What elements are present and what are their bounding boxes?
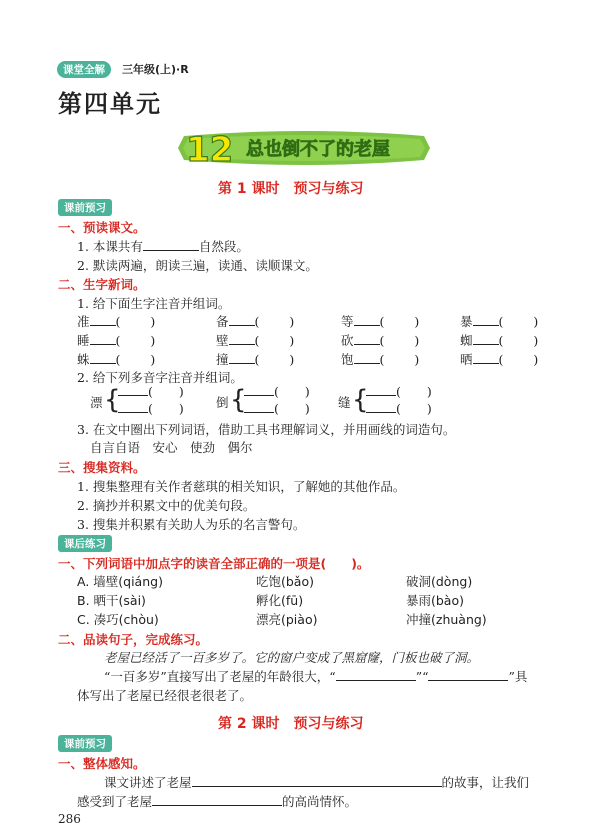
series-badge: 课堂全解 bbox=[57, 61, 111, 78]
pre-class-tag: 课前预习 bbox=[58, 735, 112, 752]
section-heading: 一、下列词语中加点字的读音全部正确的一项是( )。 bbox=[58, 556, 370, 571]
section-heading: 二、生字新词。 bbox=[58, 277, 146, 292]
char-item bbox=[460, 350, 538, 368]
choice-item[interactable]: C. 凑巧(chòu) bbox=[77, 612, 159, 627]
word-blank[interactable] bbox=[118, 412, 148, 413]
paren: ( bbox=[379, 352, 385, 367]
reading-line bbox=[366, 384, 432, 399]
paren: ) bbox=[150, 314, 156, 329]
char-text: 撞 bbox=[216, 352, 229, 367]
word-blank[interactable] bbox=[229, 344, 255, 345]
q-text: 的故事，让我们 bbox=[441, 775, 530, 790]
paren: ) bbox=[289, 352, 295, 367]
choice-item: 冲撞(zhuàng) bbox=[406, 612, 487, 627]
post-class-tag: 课后练习 bbox=[58, 535, 112, 552]
word-blank[interactable] bbox=[118, 395, 148, 396]
paren: ( bbox=[396, 401, 401, 416]
paren: ) bbox=[150, 333, 156, 348]
paren: ) bbox=[414, 352, 420, 367]
answer-blank[interactable] bbox=[143, 250, 199, 251]
lesson-banner bbox=[178, 128, 430, 168]
period1-title: 第 1 课时 预习与练习 bbox=[218, 181, 364, 197]
answer-line bbox=[104, 667, 527, 685]
char-item bbox=[216, 312, 294, 330]
reading-line bbox=[366, 401, 432, 416]
paren: ( bbox=[379, 314, 385, 329]
char-text: 砍 bbox=[341, 333, 354, 348]
answer-blank[interactable] bbox=[428, 680, 508, 681]
answer-blank[interactable] bbox=[192, 786, 442, 787]
choice-item: 吃饱(bǎo) bbox=[256, 574, 314, 589]
section-heading: 三、搜集资料。 bbox=[58, 460, 146, 475]
char-item bbox=[77, 312, 155, 330]
paren: ( bbox=[254, 352, 260, 367]
q-text: 1. 本课共有 bbox=[77, 239, 143, 254]
word-blank[interactable] bbox=[354, 363, 380, 364]
word-blank[interactable] bbox=[473, 325, 499, 326]
word-blank[interactable] bbox=[354, 325, 380, 326]
paren: ( bbox=[379, 333, 385, 348]
q-text: ”具 bbox=[508, 669, 528, 684]
period2-title: 第 2 课时 预习与练习 bbox=[218, 716, 364, 732]
paren: ( bbox=[254, 333, 260, 348]
paren: ( bbox=[498, 314, 504, 329]
paren: ) bbox=[533, 314, 539, 329]
word-blank[interactable] bbox=[473, 344, 499, 345]
char-item bbox=[77, 331, 155, 349]
section-heading: 一、整体感知。 bbox=[58, 756, 146, 771]
paren: ( bbox=[274, 401, 279, 416]
grade-label: 三年级(上)·R bbox=[122, 63, 189, 76]
char-item bbox=[341, 350, 419, 368]
q-text: 课文讲述了老屋 bbox=[104, 775, 192, 790]
word-blank[interactable] bbox=[244, 412, 274, 413]
question-line: 1. 给下面生字注音并组词。 bbox=[77, 296, 231, 311]
paren: ( bbox=[396, 384, 401, 399]
list-item: 3. 搜集并积累有关助人为乐的名言警句。 bbox=[77, 517, 306, 532]
paren: ) bbox=[289, 333, 295, 348]
char-text: 缝 bbox=[338, 395, 351, 410]
choice-item[interactable]: A. 墙壁(qiáng) bbox=[77, 574, 163, 589]
page-number: 286 bbox=[58, 812, 81, 826]
word-blank[interactable] bbox=[90, 363, 116, 364]
quote-sentence: 老屋已经活了一百多岁了。它的窗户变成了黑窟窿，门板也破了洞。 bbox=[104, 650, 480, 665]
char-item bbox=[460, 312, 538, 330]
word-blank[interactable] bbox=[244, 395, 274, 396]
char-text: 漂 bbox=[90, 395, 103, 410]
question-line: 2. 默读两遍，朗读三遍，读通、读顺课文。 bbox=[77, 258, 318, 273]
choice-item: 破洞(dòng) bbox=[406, 574, 473, 589]
choice-item: 漂亮(piào) bbox=[256, 612, 318, 627]
q-text: “一百多岁”直接写出了老屋的年龄很大，“ bbox=[104, 669, 336, 684]
lesson-title: 总也倒不了的老屋 bbox=[246, 139, 390, 160]
paren: ) bbox=[289, 314, 295, 329]
paren: ( bbox=[115, 314, 121, 329]
brace-icon: { bbox=[104, 385, 121, 415]
q-text: 自然段。 bbox=[198, 239, 249, 254]
paren: ) bbox=[533, 333, 539, 348]
answer-blank[interactable] bbox=[336, 680, 416, 681]
word-blank[interactable] bbox=[229, 325, 255, 326]
char-item bbox=[341, 331, 419, 349]
paren: ( bbox=[498, 333, 504, 348]
brace-icon: { bbox=[352, 385, 369, 415]
answer-line: 体写出了老屋已经很老很老了。 bbox=[77, 688, 253, 703]
answer-line bbox=[77, 792, 357, 810]
paren: ( bbox=[115, 352, 121, 367]
paren: ) bbox=[426, 401, 432, 416]
q-text: ”“ bbox=[415, 669, 429, 684]
char-item bbox=[216, 331, 294, 349]
question-line: 2. 给下列多音字注音并组词。 bbox=[77, 370, 243, 385]
paren: ) bbox=[533, 352, 539, 367]
char-item bbox=[341, 312, 419, 330]
list-item: 1. 搜集整理有关作者慈琪的相关知识，了解她的其他作品。 bbox=[77, 479, 406, 494]
q-text: 感受到了老屋 bbox=[77, 794, 153, 809]
paren: ) bbox=[178, 384, 184, 399]
word-blank[interactable] bbox=[90, 325, 116, 326]
question-line: 3. 在文中圈出下列词语，借助工具书理解词义，并用画线的词造句。 bbox=[77, 422, 456, 437]
word-list: 自言自语 安心 使劲 偶尔 bbox=[90, 440, 253, 455]
char-text: 蜘 bbox=[460, 333, 473, 348]
reading-line bbox=[118, 401, 184, 416]
q-text: 的高尚情怀。 bbox=[282, 794, 358, 809]
lesson-number: 12 bbox=[186, 130, 234, 168]
paren: ) bbox=[304, 401, 310, 416]
choice-item: 孵化(fū) bbox=[256, 593, 304, 608]
paren: ) bbox=[150, 352, 156, 367]
reading-line bbox=[244, 384, 310, 399]
paren: ( bbox=[498, 352, 504, 367]
paren: ) bbox=[426, 384, 432, 399]
char-text: 等 bbox=[341, 314, 354, 329]
paren: ) bbox=[178, 401, 184, 416]
choice-item[interactable]: B. 晒干(sài) bbox=[77, 593, 146, 608]
pre-class-tag: 课前预习 bbox=[58, 199, 112, 216]
paren: ) bbox=[304, 384, 310, 399]
char-item bbox=[77, 350, 155, 368]
paren: ( bbox=[274, 384, 279, 399]
answer-line bbox=[104, 773, 529, 791]
section-heading: 二、品读句子，完成练习。 bbox=[58, 632, 209, 647]
char-text: 晒 bbox=[460, 352, 473, 367]
paren: ) bbox=[414, 333, 420, 348]
unit-title: 第四单元 bbox=[58, 90, 162, 118]
answer-blank[interactable] bbox=[152, 805, 282, 806]
char-text: 准 bbox=[77, 314, 90, 329]
char-text: 暴 bbox=[460, 314, 473, 329]
paren: ) bbox=[414, 314, 420, 329]
question-line bbox=[77, 237, 249, 255]
char-text: 睡 bbox=[77, 333, 90, 348]
char-text: 饱 bbox=[341, 352, 354, 367]
char-item bbox=[460, 331, 538, 349]
section-heading: 一、预读课文。 bbox=[58, 220, 146, 235]
char-text: 备 bbox=[216, 314, 229, 329]
choice-item: 暴雨(bào) bbox=[406, 593, 464, 608]
word-blank[interactable] bbox=[90, 344, 116, 345]
paren: ( bbox=[148, 384, 153, 399]
char-text: 壁 bbox=[216, 333, 229, 348]
paren: ( bbox=[115, 333, 121, 348]
reading-line bbox=[244, 401, 310, 416]
char-text: 蛛 bbox=[77, 352, 90, 367]
list-item: 2. 摘抄并积累文中的优美句段。 bbox=[77, 498, 256, 513]
word-blank[interactable] bbox=[366, 395, 396, 396]
word-blank[interactable] bbox=[366, 412, 396, 413]
word-blank[interactable] bbox=[229, 363, 255, 364]
char-text: 倒 bbox=[216, 395, 229, 410]
word-blank[interactable] bbox=[473, 363, 499, 364]
reading-line bbox=[118, 384, 184, 399]
paren: ( bbox=[254, 314, 260, 329]
paren: ( bbox=[148, 401, 153, 416]
char-item bbox=[216, 350, 294, 368]
word-blank[interactable] bbox=[354, 344, 380, 345]
brace-icon: { bbox=[230, 385, 247, 415]
